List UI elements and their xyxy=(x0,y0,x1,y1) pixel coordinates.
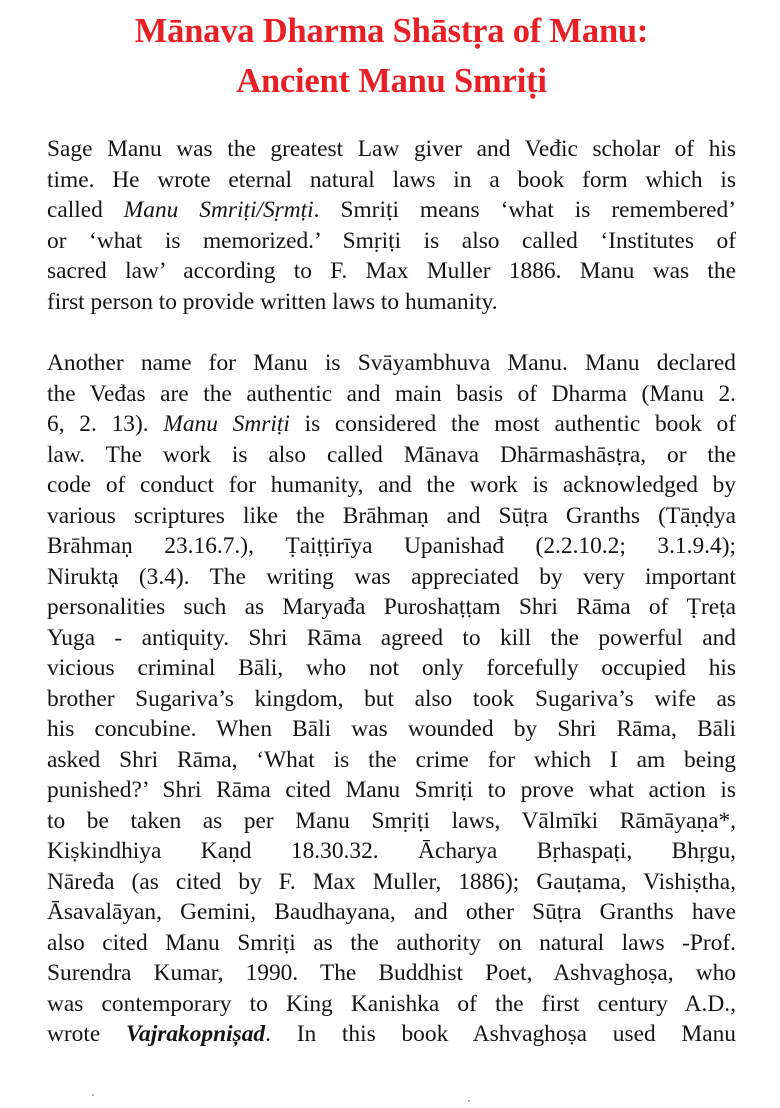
text-line: to be taken as per Manu Smṛiṭi laws, Vālmīki Rāmāyaṇa*, xyxy=(47,807,736,834)
text-line: Āsavalāyan, Gemini, Baudhayana, and other Sūṭra Granths have xyxy=(47,899,736,925)
text-line: vicious criminal Bāli, who not only forcefully occupied his xyxy=(47,655,736,681)
text-line: Another name for Manu is Svāyambhuva Manu. Manu declared xyxy=(47,350,736,376)
text-line: sacred law’ according to F. Max Muller 1886. Manu was the xyxy=(47,258,736,284)
text-line: the Veđas are the authentic and main basis of Dharma (Manu 2. xyxy=(47,380,736,407)
paragraph-1 xyxy=(47,134,736,317)
emphasis-title: Manu Smriṭi/Sṛmṭi xyxy=(123,197,314,223)
text-line xyxy=(47,195,736,226)
text-line: various scriptures like the Brāhmaṇ and Sūṭra Granths (Tāṇḍya xyxy=(47,502,736,529)
text-line: Kiṣkindhiya Kaṇd 18.30.32. Ācharya Bṛhaspaṭi, Bhṛgu, xyxy=(47,838,736,864)
text-line: Surendra Kumar, 1990. The Buddhist Poet, Ashvaghoṣa, who xyxy=(47,960,736,986)
text-line: Niruktạ (3.4). The writing was appreciated by very important xyxy=(47,563,736,590)
text-run: . Smriṭi means ‘what is remembered’ xyxy=(313,197,736,223)
text-line xyxy=(47,409,736,440)
scan-speck xyxy=(92,1094,94,1096)
text-run: . In this book Ashvaghoṣa used Manu xyxy=(265,1021,736,1047)
text-line: Yuga - antiquity. Shri Rāma agreed to kill the powerful and xyxy=(47,624,736,651)
text-line: or ‘what is memorized.’ Smṛiṭi is also called ‘Institutes of xyxy=(47,227,736,254)
emphasis-title: Vajrakopnișad xyxy=(126,1021,266,1047)
text-run: is considered the most authentic book of xyxy=(289,411,736,437)
text-line: time. He wrote eternal natural laws in a book form which is xyxy=(47,166,736,193)
emphasis-title: Manu Smriṭi xyxy=(163,411,290,437)
text-line: also cited Manu Smriṭi as the authority on natural laws -Prof. xyxy=(47,929,736,956)
text-line: Brāhmaṇ 23.16.7.), Ṭaiṭṭirīya Upanishađ (2.2.10.2; 3.1.9.4); xyxy=(47,533,736,559)
text-line: punished?’ Shri Rāma cited Manu Smriṭi to prove what action is xyxy=(47,777,736,803)
document-title xyxy=(47,6,736,106)
text-line: asked Shri Rāma, ‘What is the crime for which I am being xyxy=(47,746,736,773)
text-run: 6, 2. 13). xyxy=(47,411,164,437)
text-line xyxy=(47,1019,736,1050)
text-line: was contemporary to King Kanishka of the first century A.D., xyxy=(47,990,736,1017)
text-line: brother Sugariva’s kingdom, but also took Sugariva’s wife as xyxy=(47,685,736,712)
text-line: law. The work is also called Mānava Dhārmashāsṭra, or the xyxy=(47,441,736,468)
text-line: his concubine. When Bāli was wounded by Shri Rāma, Bāli xyxy=(47,716,736,742)
text-run: called xyxy=(47,197,124,223)
text-line: personalities such as Maryađa Puroshaṭṭam Shri Rāma of Ṭreṭa xyxy=(47,594,736,620)
text-run: wrote xyxy=(47,1021,127,1047)
title-line-2: Ancient Manu Smriṭi xyxy=(236,62,547,100)
text-line: first person to provide written laws to humanity. xyxy=(47,288,498,315)
text-line: code of conduct for humanity, and the work is acknowledged by xyxy=(47,472,736,498)
scan-speck xyxy=(468,1100,470,1102)
paragraph-2 xyxy=(47,348,736,1050)
title-line-1: Mānava Dharma Shāstṛa of Manu: xyxy=(134,12,649,50)
text-line: Sage Manu was the greatest Law giver and Veđic scholar of his xyxy=(47,136,736,162)
text-line: Nāređa (as cited by F. Max Muller, 1886); Gauṭama, Vishiṣtha, xyxy=(47,868,736,895)
